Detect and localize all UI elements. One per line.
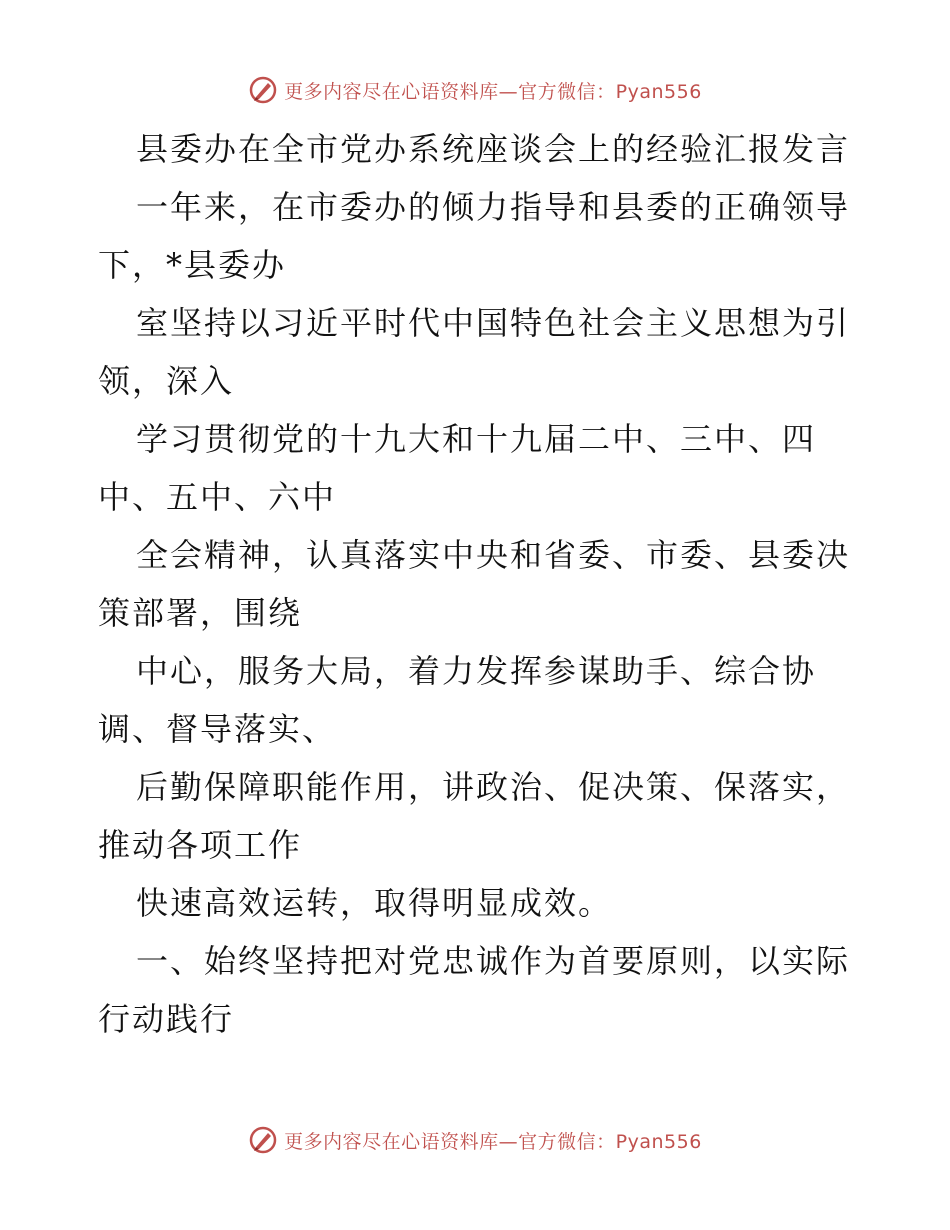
footer-banner-text: 更多内容尽在心语资料库—官方微信：Pyan556	[284, 1130, 702, 1153]
pen-seal-logo-icon	[248, 75, 278, 105]
paragraph: 室坚持以习近平时代中国特色社会主义思想为引领，深入	[98, 304, 851, 400]
paragraph: 中心，服务大局，着力发挥参谋助手、综合协调、督导落实、	[98, 652, 817, 748]
document-body	[98, 120, 858, 1048]
section-heading: 一、始终坚持把对党忠诚作为首要原则，以实际行动践行	[98, 942, 851, 1038]
paragraph: 全会精神，认真落实中央和省委、市委、县委决策部署，围绕	[98, 536, 851, 632]
paragraph: 快速高效运转，取得明显成效。	[136, 884, 613, 922]
header-banner	[0, 72, 950, 108]
pen-seal-logo-icon	[248, 1125, 278, 1155]
paragraph: 后勤保障职能作用，讲政治、促决策、保落实，推动各项工作	[98, 768, 851, 864]
footer-banner	[0, 1122, 950, 1158]
header-banner-text: 更多内容尽在心语资料库—官方微信：Pyan556	[284, 80, 702, 103]
paragraph: 学习贯彻党的十九大和十九届二中、三中、四中、五中、六中	[98, 420, 817, 516]
paragraph: 一年来，在市委办的倾力指导和县委的正确领导下，*县委办	[98, 188, 851, 284]
document-title: 县委办在全市党办系统座谈会上的经验汇报发言	[136, 130, 851, 168]
